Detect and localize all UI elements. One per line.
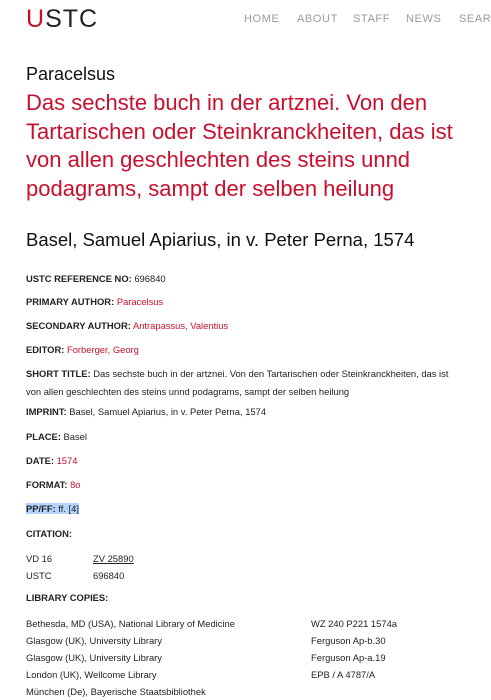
library-name: Glasgow (UK), University Library [26, 635, 162, 646]
field-short-title [26, 365, 458, 401]
library-shelfmark: WZ 240 P221 1574a [311, 618, 397, 629]
nav-news[interactable]: NEWS [406, 13, 442, 25]
field-value: Basel [63, 431, 87, 442]
date-link[interactable]: 1574 [56, 455, 78, 466]
field-format [26, 476, 458, 494]
field-label: DATE: [26, 455, 54, 466]
nav-search[interactable]: SEAR [459, 13, 491, 25]
field-value: Basel, Samuel Apiarius, in v. Peter Perna, 1574 [69, 406, 267, 417]
citation-source: USTC [26, 570, 52, 581]
record-author-heading: Paracelsus [26, 64, 116, 84]
field-value: 696840 [134, 273, 166, 284]
field-label: FORMAT: [26, 479, 68, 490]
top-navigation-bar [0, 0, 491, 38]
field-primary-author [26, 293, 458, 311]
field-place [26, 428, 458, 446]
field-label: EDITOR: [26, 344, 65, 355]
field-label: PRIMARY AUTHOR: [26, 296, 115, 307]
library-shelfmark: EPB / A 4787/A [311, 669, 376, 680]
primary-author-link[interactable]: Paracelsus [116, 296, 164, 307]
field-value: ff. [4] [58, 503, 79, 514]
library-shelfmark: Ferguson Ap-a.19 [311, 652, 386, 663]
logo-rest: STC [45, 5, 99, 33]
logo-u: U [26, 5, 46, 33]
field-pp-ff [26, 500, 458, 518]
field-library-copies [26, 589, 458, 607]
field-secondary-author [26, 317, 458, 335]
field-label: USTC REFERENCE NO: [26, 273, 132, 284]
field-imprint [26, 403, 458, 421]
field-label: PLACE: [26, 431, 61, 442]
field-label: SECONDARY AUTHOR: [26, 320, 131, 331]
field-label: CITATION: [26, 528, 72, 539]
nav-home[interactable]: HOME [244, 13, 280, 25]
secondary-author-link[interactable]: Antrapassus, Valentius [132, 320, 229, 331]
field-editor [26, 341, 458, 359]
field-reference-number [26, 270, 458, 288]
library-name: München (De), Bayerische Staatsbibliothek [26, 686, 206, 697]
format-link[interactable]: 8o [70, 479, 81, 490]
field-citation [26, 525, 458, 543]
library-name: Glasgow (UK), University Library [26, 652, 162, 663]
record-imprint-heading: Basel, Samuel Apiarius, in v. Peter Perna, 1574 [26, 229, 415, 250]
nav-staff[interactable]: STAFF [353, 13, 391, 25]
citation-source: VD 16 [26, 553, 53, 564]
field-label: SHORT TITLE: [26, 368, 91, 379]
field-date [26, 452, 458, 470]
field-label: LIBRARY COPIES: [26, 592, 109, 603]
field-label: PP/FF: [26, 503, 56, 514]
citation-ref: 696840 [93, 570, 125, 581]
library-name: London (UK), Wellcome Library [26, 669, 157, 680]
library-name: Bethesda, MD (USA), National Library of Medicine [26, 618, 235, 629]
field-value: Das sechste buch in der artznei. Von den Tartarischen oder Steinkranckheiten, das ist von allen geschlechten des steins unnd podagrams, sampt der selben heilung [26, 368, 449, 397]
ustc-logo[interactable] [26, 5, 98, 34]
field-label: IMPRINT: [26, 406, 67, 417]
editor-link[interactable]: Forberger, Georg [66, 344, 139, 355]
nav-about[interactable]: ABOUT [297, 13, 338, 25]
library-shelfmark: Ferguson Ap-b.30 [311, 635, 386, 646]
record-title: Das sechste buch in der artznei. Von den Tartarischen oder Steinkranckheiten, das ist von allen geschlechten des steins unnd podagrams, sampt der selben heilung [26, 90, 453, 201]
citation-ref-link[interactable]: ZV 25890 [93, 553, 134, 564]
selected-text-highlight [26, 503, 79, 514]
